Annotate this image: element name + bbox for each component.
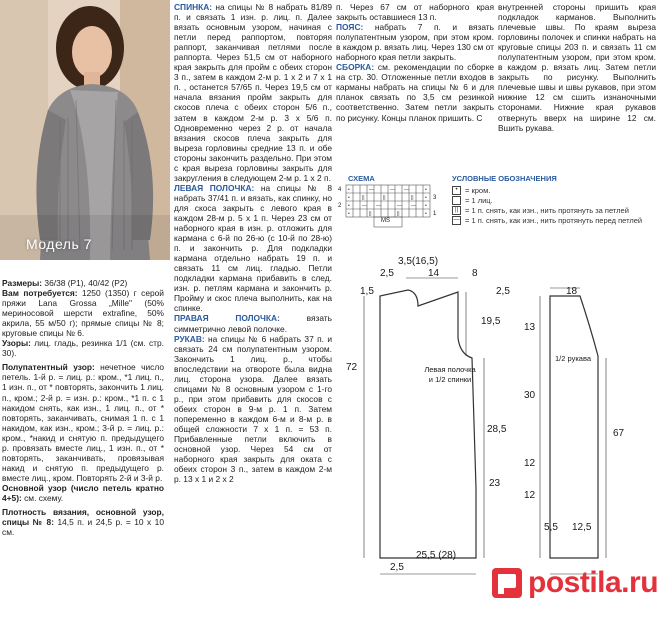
legend-symbol: — bbox=[453, 217, 460, 223]
dim-top-d: 8 bbox=[472, 268, 478, 279]
scheme-row-label: 2 bbox=[338, 203, 342, 209]
left-column bbox=[2, 278, 164, 537]
middle-column bbox=[174, 2, 332, 484]
scheme-repeat-label: MS bbox=[381, 218, 390, 224]
svg-text:—: — bbox=[362, 203, 367, 209]
svg-text:||: || bbox=[383, 195, 386, 201]
scheme-grid bbox=[336, 174, 446, 230]
dim-sleeve-cuff-b: 12 bbox=[524, 490, 536, 501]
dim-sleeve-height: 67 bbox=[613, 428, 625, 439]
dim-top-a: 3,5(16,5) bbox=[398, 256, 439, 267]
right-column-1 bbox=[336, 2, 494, 123]
legend-text: = 1 лиц. bbox=[465, 196, 493, 205]
halfpatent-text: нечетное число петель. 1-й р. = лиц. р.: кром., *1 лиц. п., 1 изн. п., от * повторять, закончить 1 лиц. п., кром.; 2-й р. = изн. р.: кром., *1 п. с 1 накидом снять, как изн., 1 лиц. п., от * повторять, заканчивать, снимая 1 п. с 1 накидом, как изн., кром.; 3-й р. = лиц. р.: кром., *накид и снятую п. предыдущего р. провязать вместе лиц., 1 изн. п., от * повторять, заканчивать, провязывая накид и снятую п. предыдущего р. вместе лиц., кром. Повторять 2-й и 3-й р. bbox=[2, 362, 165, 483]
watermark bbox=[490, 566, 658, 600]
legend-item bbox=[452, 196, 493, 205]
legend-text: = 1 п. снять, как изн., нить протянуть перед петлей bbox=[465, 216, 643, 225]
postila-logo-icon bbox=[490, 566, 524, 600]
svg-text:—: — bbox=[404, 187, 409, 193]
legend-item bbox=[452, 216, 642, 225]
belt-heading: ПОЯС: bbox=[336, 22, 364, 33]
materials-text: 1250 (1350) г серой пряжи Lana Grossa „Mille" (50% мериносовой шерсти extrafine, 50% акрила, 55 м/50 г); прямые спицы № 8; круговые спицы № 6. bbox=[2, 288, 164, 339]
legend-item bbox=[452, 206, 629, 215]
svg-text:—: — bbox=[411, 203, 416, 209]
dim-sleeve-cuff-a: 12 bbox=[524, 458, 536, 469]
sizes-text: 36/38 (P1), 40/42 (P2) bbox=[42, 278, 128, 288]
back-heading: СПИНКА: bbox=[174, 2, 213, 12]
svg-text:||: || bbox=[369, 211, 372, 217]
svg-text:||: || bbox=[362, 195, 365, 201]
patterns-text: лиц. гладь, резинка 1/1 (см. стр. 30). bbox=[2, 338, 164, 359]
back-text: на спицы № 8 набрать 81/89 п. и связать 1 изн. р. лиц. п. Далее вязать основным узором, начиная с петли перед раппортом, повторяя раппорт, заканчивая петлями после раппорта. Через 51,5 см от наборного края закрыть для пройм с обеих сторон 3 п., затем в каждом 2-м р. 1 х 2 и 7 х 1 п. , останется 57/65 п. Через 19,5 см от начала вязания пройм закрыть для скосов плеча с обеих сторон 5/6 п., затем в каждом 2-м р. 3 х 5/6 п. Одновременно через 2 р. от начала вязания скосов плеча закрыть для выреза горловины средние 13 п. и обе стороны закончить раздельно. При этом с края выреза горловины закрыть для закругления в следующем 2-м р. 1 х 2 п. bbox=[174, 2, 332, 183]
right-front-heading: ПРАВАЯ ПОЛОЧКА: bbox=[174, 313, 280, 324]
front-piece-outline bbox=[380, 290, 476, 558]
right-front-text: вязать симметрично левой полочке. bbox=[174, 313, 332, 334]
svg-text:—: — bbox=[397, 203, 402, 209]
dim-armhole: 19,5 bbox=[481, 316, 501, 327]
left-front-text: на спицы № 8 набрать 37/41 п. и вязать, как спинку, но для скоса закрыть с левого края в каждом 28-м р. 5 х 1 п. Через 23 см от наборного края в изн. р. отложить для кармана с 6-й по 26-ю (с 10-й по 28-ю) п. и закончить р. Для подкладки кармана отдельно набрать 19 п. и связать 11 см лиц. гладью. Петли подкладки кармана прибавить в след. изн. р. петлям кармана и закончить р. Пройму и скос плеча выполнить, как на спинке. bbox=[174, 182, 332, 314]
svg-text:•: • bbox=[348, 203, 350, 209]
sleeve-heading: РУКАВ: bbox=[174, 333, 205, 344]
dim-side-b: 23 bbox=[489, 478, 501, 489]
halfpatent-heading: Полупатентный узор: bbox=[2, 362, 95, 373]
svg-text:—: — bbox=[376, 203, 381, 209]
legend-symbol: • bbox=[452, 186, 461, 195]
front-label-line1: Левая полочка bbox=[424, 365, 476, 374]
scheme-row-label: 1 bbox=[433, 211, 437, 217]
model-caption: Модель 7 bbox=[26, 236, 92, 252]
legend bbox=[452, 174, 657, 230]
model-photo bbox=[0, 0, 170, 260]
materials-heading: Вам потребуется: bbox=[2, 288, 78, 299]
dim-sleeve-bottom-a: 5,5 bbox=[544, 522, 558, 533]
legend-text: = 1 п. снять, как изн., нить протянуть за петлей bbox=[465, 206, 629, 215]
svg-text:•: • bbox=[425, 195, 427, 201]
dim-left-a: 1,5 bbox=[360, 286, 374, 297]
sleeve-text: на спицы № 6 набрать 37 п. и связать 24 см полупатентным узором. Закончить 1 лиц. р., чтобы впоследствии на отвороте была видна лиц. сторона узора. Далее вязать спицами № 8 основным узором с 1-го р., при этом прибавить для скосов с обеих сторон в 9-м р. 1 п. Затем попеременно в каждом 6-м и 8-м р. в общей сложности 7 х 1 п. = 53 п. Прибавленные петли включить в основной узор. Через 54 см от наборного края закрыть для оката с обеих сторон 3 п., затем в каждом 2-м р. 13 х 1 и 2 х 2 bbox=[174, 333, 332, 485]
model-photo-illustration bbox=[0, 0, 170, 260]
scheme-title: СХЕМА bbox=[348, 174, 375, 183]
svg-text:||: || bbox=[411, 195, 414, 201]
dim-sleeve-bottom-b: 12,5 bbox=[572, 522, 592, 533]
front-label-line2: и 1/2 спинки bbox=[428, 375, 472, 384]
assembly-heading: СБОРКА: bbox=[336, 62, 375, 73]
main-pattern-text: см. схему. bbox=[21, 492, 64, 503]
gauge-text: 14,5 п. и 24,5 р. = 10 х 10 см. bbox=[2, 517, 164, 538]
legend-text: = кром. bbox=[465, 186, 491, 195]
watermark-text: postila.ru bbox=[528, 566, 659, 599]
front-piece-label bbox=[420, 365, 480, 385]
knitting-scheme bbox=[336, 174, 446, 230]
svg-text:—: — bbox=[369, 187, 374, 193]
svg-text:•: • bbox=[348, 195, 350, 201]
dim-sleeve-top: 18 bbox=[566, 286, 578, 297]
right-column-2 bbox=[498, 2, 656, 133]
legend-item bbox=[452, 186, 490, 195]
assembly-text: см. рекомендации по сборке на стр. 30. Отложенные петли входов в карманы набрать на спицы № 6 и для планок связать по 3,5 см резинкой соответственно. Затем петли закрыть по рисунку. Концы планок пришить. С bbox=[336, 62, 494, 123]
dim-sleeve-mid: 30 bbox=[524, 390, 536, 401]
dim-top-c: 14 bbox=[428, 268, 440, 279]
main-pattern-heading: Основной узор (число петель кратно 4+5): bbox=[2, 482, 164, 503]
legend-symbol: || bbox=[452, 206, 461, 215]
left-front-heading: ЛЕВАЯ ПОЛОЧКА: bbox=[174, 182, 255, 193]
svg-text:||: || bbox=[397, 211, 400, 217]
scheme-row-label: 4 bbox=[338, 187, 342, 193]
dim-bottom-width: 25,5 (28) bbox=[416, 550, 457, 561]
svg-text:•: • bbox=[425, 203, 427, 209]
dim-side-a: 28,5 bbox=[487, 424, 507, 435]
belt-text: набрать 7 п. и вязать полупатентным узором, при этом кром. в каждом р. вязать лиц. Через 130 см от наборного края петли закрыть. bbox=[336, 22, 494, 63]
svg-text:•: • bbox=[425, 211, 427, 217]
patterns-heading: Узоры: bbox=[2, 338, 31, 349]
sleeve-label: 1/2 рукава bbox=[555, 354, 592, 363]
svg-text:—: — bbox=[390, 187, 395, 193]
sleeve-continued-text: п. Через 67 см от наборного края закрыть оставшиеся 13 п. bbox=[336, 2, 494, 23]
svg-text:•: • bbox=[425, 187, 427, 193]
dim-bottom-left: 2,5 bbox=[390, 562, 404, 573]
scheme-row-label: 3 bbox=[433, 195, 437, 201]
svg-text:•: • bbox=[348, 187, 350, 193]
dim-sleeve-cap: 13 bbox=[524, 322, 536, 333]
dim-right-a: 2,5 bbox=[496, 286, 510, 297]
sizes-heading: Размеры: bbox=[2, 278, 43, 288]
assembly-continued-text: внутренней стороны пришить края подкладок карманов. Выполнить плечевые швы. По краям выреза горловины полочек и спинки набрать на круговые спицы 203 п. и связать 11 см полупатентным узором, при этом кром. в каждом р. вязать лиц. Затем петли закрыть по рисунку. Выполнить плечевые швы и швы рукавов, при этом нижние 12 см сшить изнаночными сторонами. Нижние края рукавов отвернуть вверх на ширине 12 см. Вшить рукава. bbox=[498, 2, 656, 133]
legend-symbol bbox=[452, 196, 461, 205]
gauge-heading: Плотность вязания, основной узор, спицы № 8: bbox=[2, 507, 164, 528]
svg-text:•: • bbox=[348, 211, 350, 217]
legend-title: УСЛОВНЫЕ ОБОЗНАЧЕНИЯ bbox=[452, 174, 557, 183]
dim-top-b: 2,5 bbox=[380, 268, 394, 279]
sleeve-outline bbox=[550, 296, 598, 558]
dim-left-height: 72 bbox=[346, 362, 358, 373]
